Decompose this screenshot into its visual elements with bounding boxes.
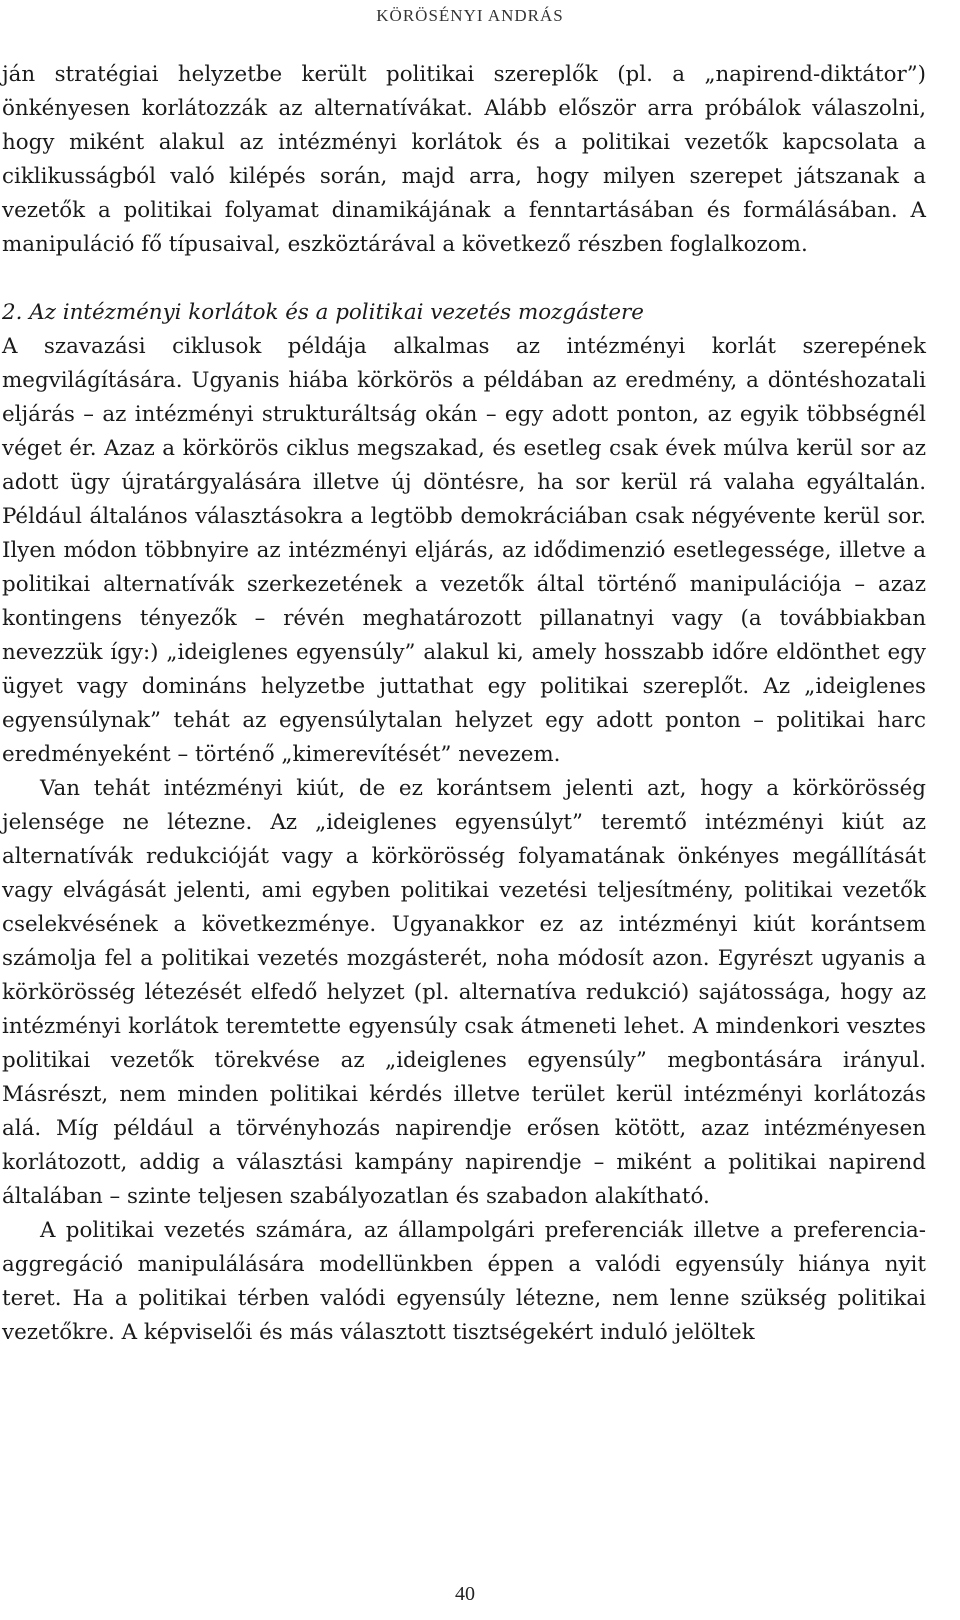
- paragraph-4: A politikai vezetés számára, az állampolgári preferenciák illetve a preferencia-aggregáció manipulálására modellünkben éppen a valódi egyensúly hiánya nyit teret. Ha a politikai térben valódi egyensúly létezne, nem lenne szükség politikai vezetőkre. A képviselői és más választott tisztségekért induló jelöltek: [2, 1218, 926, 1345]
- body-text: [2, 58, 926, 1350]
- paragraph-1: ján stratégiai helyzetbe került politikai szereplők (pl. a „napirend-diktátor”) önkényesen korlátozzák az alternatívákat. Alább először arra próbálok válaszolni, hogy miként alakul az intézményi korlátok és a politikai vezetők kapcsolata a ciklikusságból való kilépés során, majd arra, hogy milyen szerepet játszanak a vezetők a politikai folyamat dinamikájának a fenntartásában és formálásában. A manipuláció fő típusaival, eszköztárával a következő részben foglalkozom.: [2, 62, 926, 257]
- paragraph-2: A szavazási ciklusok példája alkalmas az intézményi korlát szerepének megvilágítására. Ugyanis hiába körkörös a példában az eredmény, a döntéshozatali eljárás – az intézményi strukturáltság okán – egy adott ponton, az egyik többségnél véget ér. Azaz a körkörös ciklus megszakad, és esetleg csak évek múlva kerül sor az adott ügy újratárgyalására illetve új döntésre, ha sor kerül rá valaha egyáltalán. Például általános választásokra a legtöbb demokráciában csak négyévente kerül sor. Ilyen módon többnyire az intézményi eljárás, az idődimenzió esetlegessége, illetve a politikai alternatívák szerkezetének a vezetők által történő manipulációja – azaz kontingens tényezők – révén meghatározott pillanatnyi vagy (a továbbiakban nevezzük így:) „ideiglenes egyensúly” alakul ki, amely hosszabb időre eldönthet egy ügyet vagy domináns helyzetbe juttathat egy politikai szereplőt. Az „ideiglenes egyensúlynak” tehát az egyensúlytalan helyzet egy adott ponton – politikai harc eredményeként – történő „kimerevítését” nevezem.: [2, 334, 926, 767]
- paragraph-3: Van tehát intézményi kiút, de ez korántsem jelenti azt, hogy a körkörösség jelensége ne létezne. Az „ideiglenes egyensúlyt” teremtő intézményi kiút az alternatívák redukcióját vagy a körkörösség folyamatának önkényes megállítását vagy elvágását jelenti, ami egyben politikai vezetési teljesítmény, politikai vezetők cselekvésének a következménye. Ugyanakkor ez az intézményi kiút korántsem számolja fel a politikai vezetés mozgásterét, noha módosít azon. Egyrészt ugyanis a körkörösség létezését elfedő helyzet (pl. alternatíva redukció) sajátossága, hogy az intézményi korlátok teremtette egyensúly csak átmeneti lehet. A mindenkori vesztes politikai vezetők törekvése az „ideiglenes egyensúly” megbontására irányul. Másrészt, nem minden politikai kérdés illetve terület kerül intézményi korlátozás alá. Míg például a törvényhozás napirendje erősen kötött, azaz intézményesen korlátozott, addig a választási kampány napirendje – miként a politikai napirend általában – szinte teljesen szabályozatlan és szabadon alakítható.: [2, 776, 926, 1209]
- section-heading: 2. Az intézményi korlátok és a politikai vezetés mozgástere: [2, 300, 644, 325]
- section-spacer: [2, 262, 926, 296]
- running-head: KÖRÖSÉNYI ANDRÁS: [376, 6, 564, 25]
- page-number: 40: [455, 1583, 475, 1605]
